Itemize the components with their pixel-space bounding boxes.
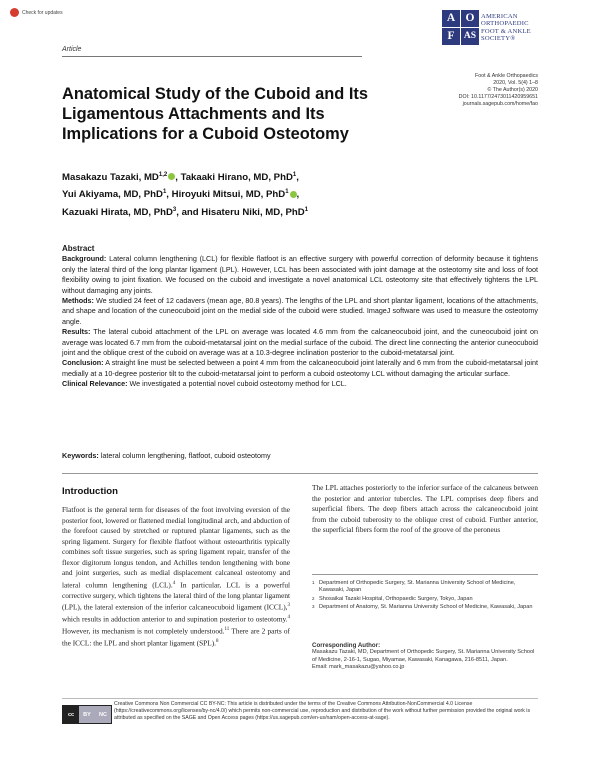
corresponding-address: Masakazu Tazaki, MD, Department of Orthopedic Surgery, St. Marianna University School of Medicine, 2-16-1, Sugao, Miyamae, Kawasaki, Kanagawa, 216-8511, Japan. (312, 649, 535, 663)
license-divider (62, 698, 538, 699)
abstract-results: Results: The lateral cuboid attachment of the LPL on average was located 4.6 mm from the calcaneocuboid joint, and the cuneocuboid joint on average was located 6.7 mm from the cuboid-metatarsal joint on the medial surface of the cuboid. The direct line connecting the anterior cuneocuboid joint and the oblique crest of the cuboid on average was at a 10.3-degree inclination posterior to the cuboid-metatarsal joint. (62, 327, 538, 358)
abstract (62, 244, 538, 390)
keywords-text: lateral column lengthening, flatfoot, cuboid osteotomy (100, 451, 271, 460)
author-name: Takaaki Hirano, MD, PhD (180, 172, 293, 184)
affiliation-item: 2 Shosaikai Tazaki Hospital, Orthopaedic Surgery, Tokyo, Japan (312, 595, 473, 602)
by-icon: BY (83, 711, 91, 718)
author-name: Masakazu Tazaki, MD (62, 172, 159, 184)
affiliation-item: 1 Department of Orthopedic Surgery, St. Marianna University School of Medicine, Kawasaki, Japan (312, 580, 516, 594)
corresponding-email[interactable]: Email: mark_masakazu@yahoo.co.jp (312, 664, 405, 671)
journal-url[interactable]: journals.sagepub.com/home/fao (462, 101, 538, 107)
check-updates-icon (10, 8, 19, 17)
affiliation-item: 3 Department of Anatomy, St. Marianna University School of Medicine, Kawasaki, Japan (312, 604, 533, 611)
cc-icon: cc (63, 706, 79, 723)
journal-name: Foot & Ankle Orthopaedics (474, 73, 538, 79)
keywords-divider (62, 473, 538, 474)
journal-volume: 2020, Vol. 5(4) 1–8 (493, 80, 538, 86)
corresponding-heading: Corresponding Author: (312, 642, 381, 649)
abstract-conclusion: Conclusion: A straight line must be selected between a point 4 mm from the calcaneocuboid joint laterally and 6 mm from the cuboid-metatarsal joint medially at a 10-degree posterior tilt to the cuboid-metatarsal joint to perform a cuboid osteotomy LCL without damaging the articular surface. (62, 358, 538, 378)
keywords-label: Keywords: (62, 451, 99, 460)
doi-link[interactable]: DOI: 10.1177/2473011420959651 (458, 94, 538, 100)
aofas-logo (442, 10, 552, 58)
abstract-background: Background: Lateral column lengthening (LCL) for flexible flatfoot is an effective surgery with powerful correction of deformity because it tightens only the lateral third of the long plantar ligament (LPL). However, LCL has been associated with joint damage at the osteotomy site and loss of foot flexibility owing to joint fixation. We focused on the cuboid and investigate a novel anatomical LCL osteotomy site that effectively tightens the LPL without damaging any joints. (62, 254, 539, 295)
keywords (62, 451, 538, 460)
check-updates-label: Check for updates (22, 9, 63, 16)
cc-license-badge[interactable] (62, 705, 112, 724)
logo-letter: AS (461, 28, 479, 45)
corresponding-author (312, 642, 538, 672)
author-name: Hiroyuki Mitsui, MD, PhD (171, 189, 286, 201)
nc-icon: NC (99, 711, 107, 718)
logo-name: AMERICAN ORTHOPAEDIC FOOT & ANKLE SOCIETY® (481, 13, 531, 43)
orcid-icon[interactable] (290, 191, 297, 198)
article-type: Article (62, 46, 82, 53)
abstract-heading: Abstract (62, 244, 95, 253)
affiliations (312, 580, 538, 613)
license-text: Creative Commons Non Commercial CC BY-NC: This article is distributed under the terms of the Creative Commons Attribution-NonCommercial 4.0 License (https://creativecommons.org/licenses/by-nc/4.0/) which permits non-commercial use, reproduction and distribution of the work without further permission provided the original work is attributed as specified on the SAGE and Open Access pages (https://us.sagepub.com/en-us/nam/open-access-at-sage). (114, 701, 531, 722)
author-name: Hisateru Niki, MD, PhD (201, 206, 305, 218)
copyright: © The Author(s) 2020 (487, 87, 538, 93)
author-name: Kazuaki Hirata, MD, PhD (62, 206, 173, 218)
logo-letter: F (442, 28, 460, 45)
introduction-text: Flatfoot is the general term for diseases of the foot involving eversion of the posterior foot, lowered or flattened medial longitudinal arch, and abduction of the forefoot caused by stretched or ruptured plantar ligaments, such as the spring ligament. Surgery for flexible flatfoot without osteoarthritis typically combines soft tissue surgeries, such as spring ligament repair, transfer of the flexor digitorum longus tendon, and Achilles tendon lengthening with bone and joint surgeries, such as medial displacement calcaneal osteotomy and lateral column lengthening (LCL).$^4$ In particular, LCL is a powerful corrective surgery, which tightens the lateral third of the long plantar ligament (LPL), the lateral extension of the inferior calcaneocuboid ligament (ICCL),$^3$ which results in adduction anterior to and supination posterior to osteotomy.$^4$ However, its mechanism is not completely understood.$^{11}$ There are 2 parts of the ICCL: the LPL and short plantar ligament (SPL).$^8$ (62, 505, 290, 648)
body-text-right-column: The LPL attaches posteriorly to the inferior surface of the calcaneus between the posterior and anterior tubercles. The LPL comprises deep fibers and superficial fibers. The deep fibers attach across the calcaneocuboid joint from the cuboid tuberosity to the oblique crest of cuboid. Further anterior, the superficial fibers form the roof of the groove of the peroneus (312, 483, 538, 535)
author-name: Yui Akiyama, MD, PhD (62, 189, 163, 201)
check-for-updates[interactable] (10, 8, 63, 17)
logo-letter: O (461, 10, 479, 27)
author-list: Masakazu Tazaki, MD$^{1,2}$ , Takaaki Hirano, MD, PhD$^1$, Yui Akiyama, MD, PhD$^1$, Hiroyuki Mitsui, MD, PhD$^1$ , Kazuaki Hirata, MD, PhD$^3$, and Hisateru Niki, MD, PhD$^1$ (62, 172, 309, 218)
journal-meta (459, 73, 538, 108)
affiliations-divider (312, 574, 538, 575)
logo-letter: A (442, 10, 460, 27)
abstract-clinical-relevance: Clinical Relevance: We investigated a potential novel cuboid osteotomy method for LCL. (62, 379, 347, 389)
abstract-methods: Methods: We studied 24 feet of 12 cadavers (mean age, 80.8 years). The lengths of the LPL and short plantar ligament, locations of the attachments, and shape and location of the cuneocuboid joint on the medial side of the cuboid were studied. ImageJ software was used to measure the osteotomy angle. (62, 296, 539, 326)
article-title: Anatomical Study of the Cuboid and Its Ligamentous Attachments and Its Implications for a Cuboid Osteotomy (62, 85, 368, 143)
section-heading-introduction: Introduction (62, 486, 118, 497)
header-divider (62, 56, 362, 57)
